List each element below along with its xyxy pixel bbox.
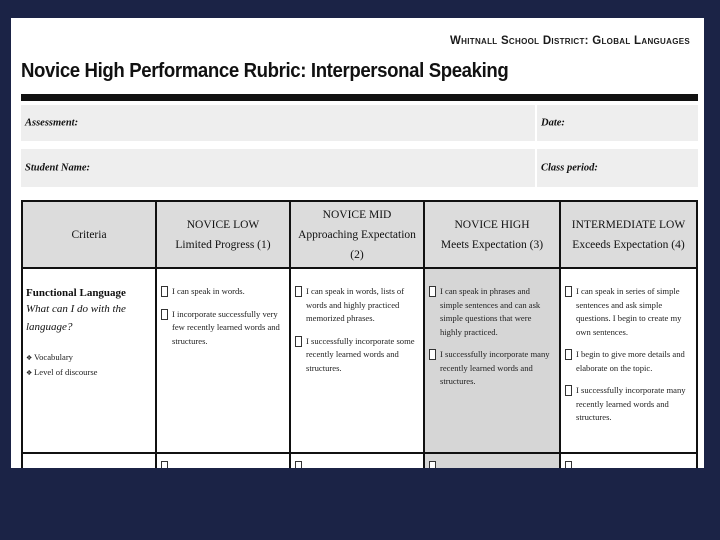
title-rule xyxy=(21,94,698,101)
descriptor-item xyxy=(565,285,693,339)
descriptor-text: I can speak in series of simple sentences and ask simple questions. I begin to create my own sentences. xyxy=(576,286,682,337)
col-header-line1: NOVICE LOW xyxy=(186,218,260,231)
diamond-bullet-icon: ❖ xyxy=(26,369,33,377)
row-rule xyxy=(23,452,696,454)
checkbox[interactable] xyxy=(429,286,436,297)
diamond-bullet-icon: ❖ xyxy=(26,354,33,362)
checkbox[interactable] xyxy=(295,286,302,297)
criterion-item-text: Level of discourse xyxy=(34,367,98,377)
col-header-line2: Exceeds Expectation (4) xyxy=(572,238,685,251)
criterion-item xyxy=(26,365,151,380)
header-row-rule xyxy=(23,267,696,269)
novice-high-cell xyxy=(429,285,555,398)
col-header-line1: NOVICE MID xyxy=(322,208,392,221)
col-header-line1: NOVICE HIGH xyxy=(454,218,530,231)
descriptor-text: I can speak in words. xyxy=(172,286,245,296)
descriptor-item xyxy=(295,335,419,376)
column-divider xyxy=(559,202,561,468)
novice-low-cell xyxy=(161,285,285,357)
row-divider xyxy=(535,105,537,141)
descriptor-text: I can speak in words, lists of words and highly practiced memorized phrases. xyxy=(306,286,405,323)
criterion-question: What can I do with the language? xyxy=(26,303,126,333)
checkbox[interactable] xyxy=(161,286,168,297)
checkbox[interactable] xyxy=(565,461,572,468)
descriptor-item xyxy=(429,348,555,389)
descriptor-item xyxy=(565,348,693,375)
criterion-item-text: Vocabulary xyxy=(34,352,73,362)
rubric-document xyxy=(11,18,704,468)
checkbox[interactable] xyxy=(565,286,572,297)
descriptor-text: I successfully incorporate some recently learned words and structures. xyxy=(306,335,415,373)
descriptor-item xyxy=(161,285,285,299)
novice-high-highlight xyxy=(425,454,559,468)
checkbox[interactable] xyxy=(565,349,572,360)
student-name-label: Student Name: xyxy=(25,162,91,174)
criterion-title: Functional Language xyxy=(26,287,126,299)
criterion-item xyxy=(26,350,151,365)
criteria-cell xyxy=(26,286,151,380)
descriptor-text: I successfully incorporate many recently learned words and structures. xyxy=(576,385,686,422)
checkbox[interactable] xyxy=(429,349,436,360)
date-label: Date: xyxy=(541,117,565,129)
descriptor-text: I successfully incorporate many recently learned words and structures. xyxy=(440,349,550,386)
district-heading: Whitnall School District: Global Languages xyxy=(450,35,690,47)
descriptor-text: I incorporate successfully very few recently learned words and structures. xyxy=(172,308,280,346)
checkbox[interactable] xyxy=(161,309,168,320)
checkbox[interactable] xyxy=(295,336,302,347)
assessment-row xyxy=(21,105,698,141)
intermediate-low-cell xyxy=(565,285,693,434)
descriptor-item xyxy=(161,308,285,349)
col-header-line1: Criteria xyxy=(71,228,107,241)
rubric-title: Novice High Performance Rubric: Interpersonal Speaking xyxy=(21,60,509,82)
descriptor-item xyxy=(295,285,419,326)
col-header-line1: INTERMEDIATE LOW xyxy=(571,218,686,231)
slide-top-band xyxy=(0,0,720,18)
assessment-label: Assessment: xyxy=(25,117,79,129)
checkbox[interactable] xyxy=(295,461,302,468)
descriptor-item xyxy=(565,384,693,425)
checkbox[interactable] xyxy=(565,385,572,396)
column-divider xyxy=(289,202,291,468)
checkbox[interactable] xyxy=(429,461,436,468)
row-divider xyxy=(535,149,537,187)
descriptor-text: I begin to give more details and elaborate on the topic. xyxy=(576,349,685,373)
col-header-line2: Meets Expectation (3) xyxy=(440,238,544,251)
checkbox[interactable] xyxy=(161,461,168,468)
column-divider xyxy=(155,202,157,468)
descriptor-text: I can speak in phrases and simple sentences and can ask simple questions that were highly practiced. xyxy=(440,286,541,337)
col-header-line2: Limited Progress (1) xyxy=(175,238,271,251)
descriptor-item xyxy=(429,285,555,339)
class-period-label: Class period: xyxy=(541,162,598,174)
novice-mid-cell xyxy=(295,285,419,384)
col-header-line2: Approaching Expectation (2) xyxy=(298,228,416,261)
student-row xyxy=(21,149,698,187)
column-divider xyxy=(423,202,425,468)
